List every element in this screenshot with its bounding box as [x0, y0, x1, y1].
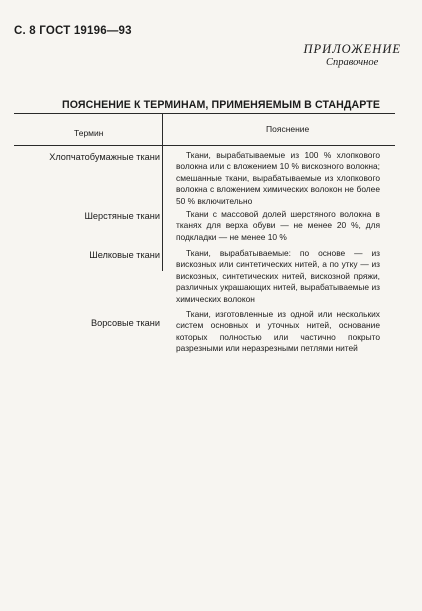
table-row-explanation: Ткани с массовой долей шерстяного волокна в тканях для верха обуви — не менее 20 %, для подкладки — не менее 10 %: [176, 209, 380, 242]
column-header-term: Термин: [74, 128, 104, 138]
table-row-term: Ворсовые ткани: [90, 318, 160, 328]
table-row-explanation: Ткани, вырабатываемые из 100 % хлопкового волокна или с вложением 10 % вискозного волокна; смешанные ткани, вырабатываемые из хлопкового волокна с вложением химических волокон не более 50 % включительно: [176, 150, 380, 206]
table-row-term: Хлопчатобумажные ткани: [49, 152, 160, 162]
column-header-explanation: Пояснение: [266, 124, 310, 134]
document-title: ПОЯСНЕНИЕ К ТЕРМИНАМ, ПРИМЕНЯЕМЫМ В СТАНДАРТЕ: [62, 99, 381, 111]
appendix-label: ПРИЛОЖЕНИЕ: [303, 42, 401, 56]
appendix-type: Справочное: [326, 57, 379, 68]
table-top-rule: [14, 113, 395, 114]
table-row-term: Шелковые ткани: [89, 250, 160, 260]
table-row-explanation: Ткани, изготовленные из одной или нескольких систем основных и уточных нитей, основание которых полностью или частично покрыто разрезными или неразрезными петлями нитей: [176, 309, 380, 354]
table-row-term: Шерстяные ткани: [84, 211, 160, 221]
table-column-divider: [162, 113, 163, 271]
table-header-rule: [14, 145, 395, 146]
page-header: С. 8 ГОСТ 19196—93: [14, 25, 132, 37]
table-row-explanation: Ткани, вырабатываемые: по основе — из вискозных или синтетических нитей, а по утку — из вискозных, синтетических нитей, вискозной пряжи, различных украшающих нитей, вырабатываемые из химических волокон: [176, 248, 380, 304]
